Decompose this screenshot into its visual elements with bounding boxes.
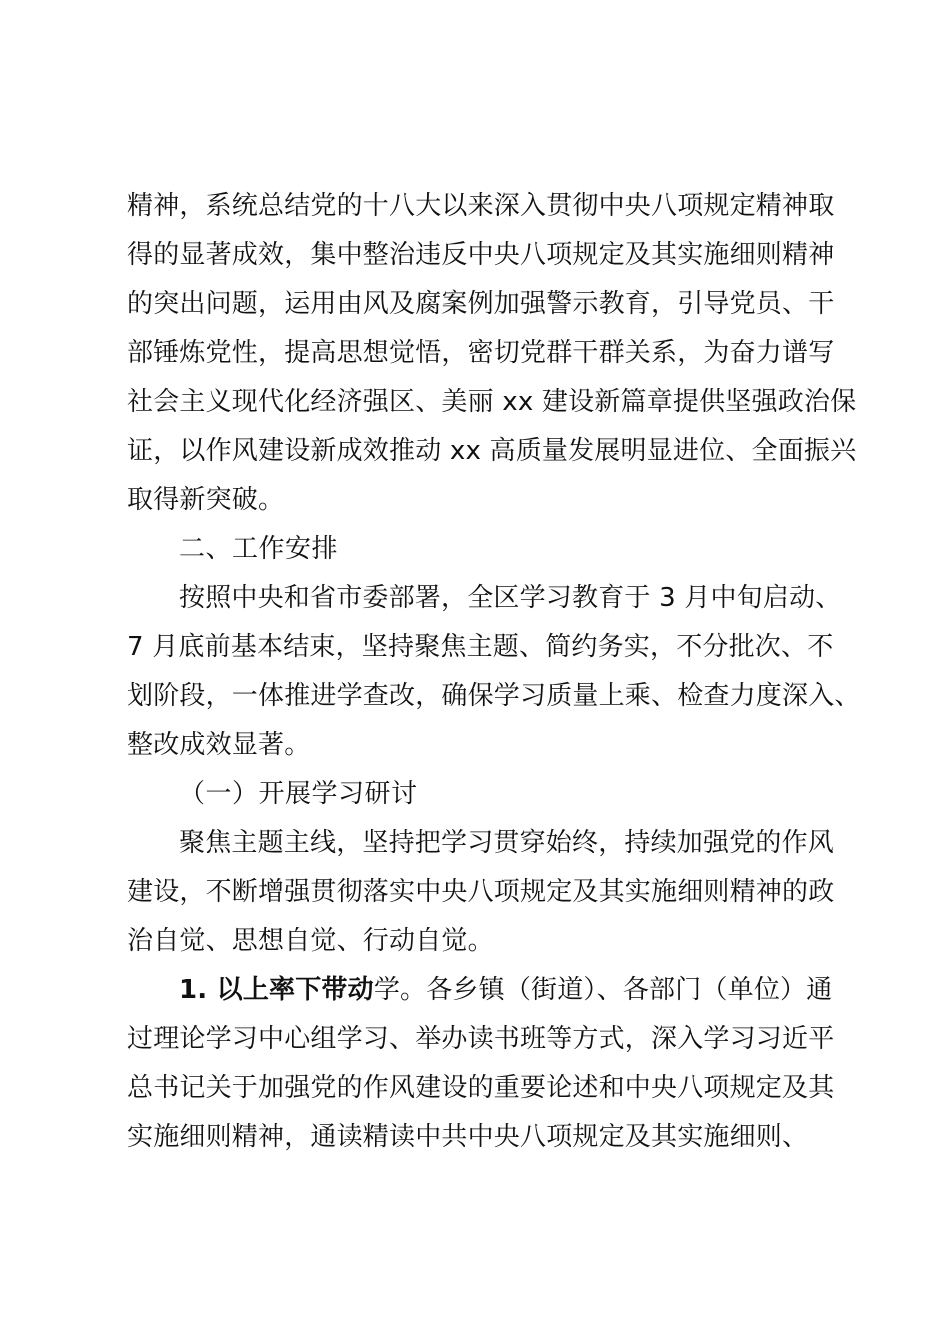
item-1-text: 学。各乡镇（街道）、各部门（单位）通 [373,975,833,1005]
text-line: 得的显著成效，集中整治违反中央八项规定及其实施细则精神 [127,240,835,270]
text-line: 治自觉、思想自觉、行动自觉。 [127,926,494,956]
text-line: 划阶段，一体推进学查改，确保学习质量上乘、检查力度深入、 [127,681,861,711]
text-line: 实施细则精神，通读精读中共中央八项规定及其实施细则、 [127,1122,809,1152]
text-line: 过理论学习中心组学习、举办读书班等方式，深入学习习近平 [127,1024,835,1054]
text-line: 证，以作风建设新成效推动 xx 高质量发展明显进位、全面振兴 [127,436,857,466]
text-line: 的突出问题，运用由风及腐案例加强警示教育，引导党员、干 [127,289,835,319]
text-line: 聚焦主题主线，坚持把学习贯穿始终，持续加强党的作风 [179,828,835,858]
paragraph-3 [127,819,847,966]
paragraph-1 [127,182,857,525]
text-line: 部锤炼党性，提高思想觉悟，密切党群干群关系，为奋力谱写 [127,338,835,368]
text-line: 社会主义现代化经济强区、美丽 xx 建设新篇章提供坚强政治保 [127,387,857,417]
text-line [127,966,847,1015]
item-1 [127,966,847,1162]
text-line: 建设，不断增强贯彻落实中央八项规定及其实施细则精神的政 [127,877,835,907]
item-1-label: 1. 以上率下带动 [179,975,374,1005]
subsection-heading-1: （一）开展学习研讨 [179,779,418,809]
paragraph-2 [127,574,861,770]
text-line: 取得新突破。 [127,485,285,515]
text-line: 整改成效显著。 [127,730,311,760]
text-line: 总书记关于加强党的作风建设的重要论述和中央八项规定及其 [127,1073,835,1103]
text-line: 精神，系统总结党的十八大以来深入贯彻中央八项规定精神取 [127,191,835,221]
text-line: 按照中央和省市委部署，全区学习教育于 3 月中旬启动、 [179,583,842,613]
section-heading-2: 二、工作安排 [179,534,339,564]
text-line: 7 月底前基本结束，坚持聚焦主题、简约务实，不分批次、不 [127,632,834,662]
document-page [127,182,861,1162]
